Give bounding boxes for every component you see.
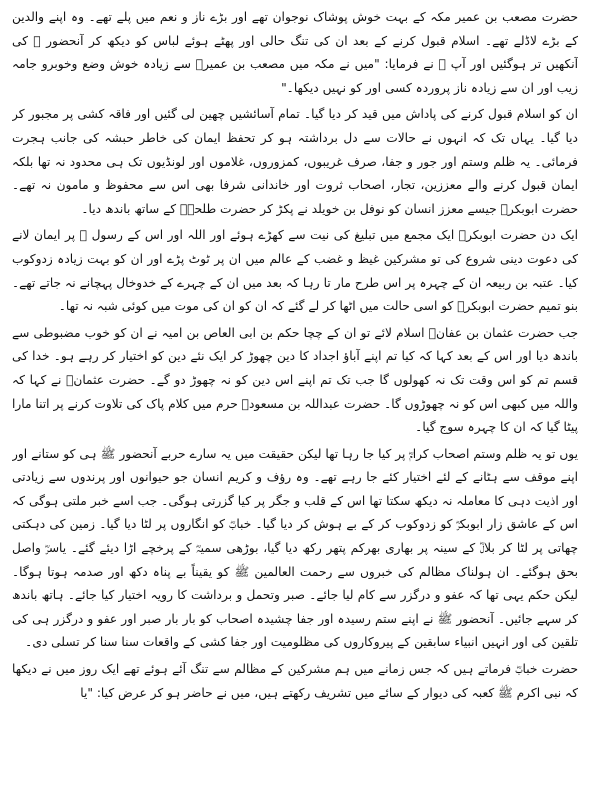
paragraph-1: حضرت مصعب بن عمیر مکہ کے بہت خوش پوشاک نوجوان تھے اور بڑے ناز و نعم میں پلے تھے۔ وہ اپنے والدین کے بڑے لاڈلے تھے۔ اسلام قبول کرنے کے بعد ان کی تنگ حالی اور پھٹے ہوئے لباس کو دیکھ کر آنحضور ﷺ کی آنکھیں تر ہوگئیں اور آپ ﷺ نے فرمایا: "میں نے مکہ میں مصعب بن عمیرؓ سے زیادہ خوش وضع وخوبرو جامہ زیب اور ان سے زیادہ ناز پروردہ کسی اور کو نہیں دیکھا۔" [12, 10, 578, 95]
paragraph-4: جب حضرت عثمان بن عفانؓ اسلام لائے تو ان کے چچا حکم بن ابی العاص بن امیہ نے ان کو خوب مضبوطی سے باندھ دیا اور اس کے بعد کہا کہ کیا تم اپنے آباؤ اجداد کا دین چھوڑ کر ایک نئے دین کو اختیار کر رہے ہو۔ خدا کی قسم تم کو اس وقت تک نہ کھولوں گا جب تک تم اپنے اس دین کو نہ چھوڑ دو گے۔ حضرت عثمانؓ نے کہا کہ واللہ میں کبھی اس کو نہ چھوڑوں گا۔ حضرت عبداللہ بن مسعودؓ حرم میں کلام پاک کی تلاوت کرنے پر اتنا مارا پیٹا گیا کہ ان کا چہرہ سوج گیا۔ [12, 325, 578, 435]
paragraph-5: یوں تو یہ ظلم وستم اصحاب کرامؓ پر کیا جا رہا تھا لیکن حقیقت میں یہ سارے حربے آنحضور ﷺ ہی کو ستانے اور اپنے موقف سے ہٹانے کے لئے اختیار کئے جا رہے تھے۔ وہ رؤف و کریم انسان جو حیوانوں اور پرندوں سے زیادتی اور اذیت دہی کا معاملہ نہ دیکھ سکتا تھا اس کے قلب و جگر پر کیا گزرتی ہوگی۔ جب اسے خبر ملتی ہوگی کہ اس کے عاشق زار ابوبکرؓ کو زدوکوب کر کے بے ہوش کر دیا گیا۔ خبابؓ کو انگاروں پر لٹا دیا گیا۔ زمین کی دہکتی چھاتی پر لٹا کر بلالؓ کے سینہ پر بھاری بھرکم پتھر رکھ دیا گیا، بوڑھی سمیہؓ کے پرخچے اڑا دیئے گئے۔ یاسرؓ واصل بحق ہوگئے۔ ان ہولناک مظالم کی خبروں سے رحمت العالمین ﷺ کو یقیناً بے پناہ دکھ اور صدمہ ہوتا ہوگا۔ لیکن حکم یہی تھا کہ عفو و درگزر سے کام لیا جائے۔ صبر وتحمل و برداشت کا رویہ اختیار کیا جائے۔ ہاتھ باندھ کر سہے جائیں۔ آنحضور ﷺ نے اپنے ستم رسیدہ اور جفا چشیدہ اصحاب کو بار بار صبر اور عفو و درگزر ہی کی تلقین کی اور انہیں انبیاء سابقین کے پیروکاروں کی مظلومیت اور جفا کشی کے واقعات سنا سنا کر تسلی دی۔ [12, 446, 578, 650]
paragraph-3: ایک دن حضرت ابوبکرؓ ایک مجمع میں تبلیغ کی نیت سے کھڑے ہوئے اور اللہ اور اس کے رسول ﷺ پر ایمان لانے کی دعوت دینی شروع کی تو مشرکین غیظ و غضب کے عالم میں ان پر ٹوٹ پڑے اور ان کو بہت زیادہ زدوکوب کیا۔ عتبہ بن ربیعہ ان کے چہرہ پر اس طرح مار تا رہا کہ بعد میں ان کے چہرے کے خدوخال پہچانے نہ جاتے تھے۔ بنو تمیم حضرت ابوبکرؓ کو اسی حالت میں اٹھا کر لے گئے کہ ان کو ان کی موت میں کوئی شبہ نہ تھا۔ [12, 228, 578, 314]
document-page [12, 6, 578, 796]
paragraph-6: حضرت خبابؓ فرماتے ہیں کہ جس زمانے میں ہم مشرکین کے مظالم سے تنگ آئے ہوئے تھے ایک روز میں نے دیکھا کہ نبی اکرم ﷺ کعبہ کی دیوار کے سائے میں تشریف رکھتے ہیں، میں نے حاضر ہو کر عرض کیا: "یا [12, 662, 578, 700]
paragraph-2: ان کو اسلام قبول کرنے کی پاداش میں قید کر دیا گیا۔ تمام آسائشیں چھین لی گئیں اور فاقہ کشی پر مجبور کر دیا گیا۔ یہاں تک کہ انہوں نے حالات سے دل برداشتہ ہو کر تحفظ ایمان کی خاطر حبشہ کی جانب ہجرت فرمائی۔ یہ ظلم وستم اور جور و جفا، صرف غریبوں، کمزوروں، غلاموں اور لونڈیوں تک ہی محدود نہ تھا بلکہ ایمان قبول کرنے والے معززین، تجار، اصحاب ثروت اور خاندانی شرفا بھی اس سے محفوظ و مامون نہ تھے۔ حضرت ابوبکرؓ جیسے معزز انسان کو نوفل بن خویلد نے پکڑ کر حضرت طلحہؓ کے ساتھ باندھ دیا۔ [12, 107, 578, 216]
